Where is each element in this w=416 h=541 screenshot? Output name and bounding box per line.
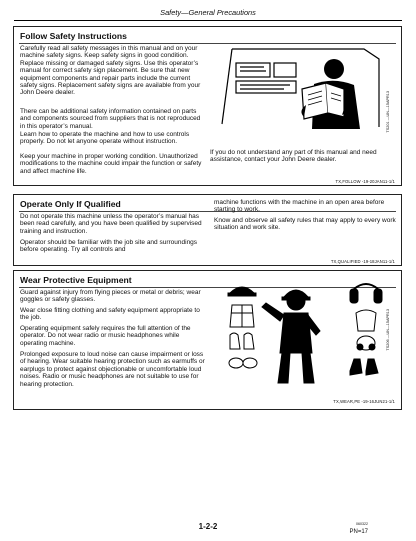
section-operate-only-if-qualified <box>13 194 402 266</box>
paragraph: Operator should be familiar with the job site and surroundings before operating. Try all controls and <box>20 239 198 254</box>
paragraph: Learn how to operate the machine and how to use controls properly. Do not let anyone operate without instruction. <box>20 131 190 146</box>
paragraph: Operating equipment safely requires the full attention of the operator. Do not wear radio or music headphones while operating machine. <box>20 325 191 347</box>
page-header-title: Safety—General Precautions <box>160 8 256 17</box>
section-title: Wear Protective Equipment <box>20 275 132 285</box>
pn-label: PN=17 <box>349 529 368 535</box>
page-number: 1-2-2 <box>198 522 218 531</box>
document-code: 060322 <box>356 522 368 526</box>
section-code: TX,QUALIFIED -19-18JAN11-1/1 <box>330 259 395 264</box>
section-wear-protective-equipment <box>13 270 402 410</box>
paragraph: If you do not understand any part of this manual and need assistance, contact your John Deere dealer. <box>210 149 377 164</box>
paragraph: Do not operate this machine unless the operator’s manual has been read carefully, and you have been qualified by supervised training and instruction. <box>20 213 202 235</box>
image-code: TS206 —UN—15APR13 <box>386 309 390 351</box>
section-follow-safety-instructions <box>13 26 402 186</box>
page-header <box>0 0 416 22</box>
image-code: TS201 —UN—15APR13 <box>386 91 390 133</box>
paragraph: Guard against injury from flying pieces or metal or debris; wear goggles or safety glasses. <box>20 289 201 304</box>
section-title: Operate Only If Qualified <box>20 199 121 209</box>
protective-equipment-illustration <box>216 279 386 389</box>
paragraph: Keep your machine in proper working condition. Unauthorized modifications to the machine could impair the function or safety and affect machine life. <box>20 153 202 175</box>
paragraph: Carefully read all safety messages in this manual and on your machine safety signs. Keep safety signs in good condition. Replace missing or damaged safety signs. Use this operator’s manual for correct safety sign placement. Be sure that new equipment components and repair parts include the current safety signs. Replacement safety signs are available from your John Deere dealer. <box>20 45 201 97</box>
operator-reading-manual-illustration <box>214 39 384 134</box>
paragraph: There can be additional safety information contained on parts and components sourced from suppliers that is not reproduced in this operator’s manual. <box>20 108 201 130</box>
paragraph: machine functions with the machine in an open area before starting to work. <box>214 199 385 214</box>
paragraph: Prolonged exposure to loud noise can cause impairment or loss of hearing. Wear suitable hearing protection such as earmuffs or earplugs to protect against objectionable or uncomfortable loud noises. Radio or music headphones are not suitable to use for hearing protection. <box>20 351 205 388</box>
paragraph: Wear close fitting clothing and safety equipment appropriate to the job. <box>20 307 200 322</box>
header-divider <box>14 20 402 21</box>
section-title: Follow Safety Instructions <box>20 31 127 41</box>
section-code: TX,FOLLOW -19-20JAN11-1/1 <box>335 179 395 184</box>
paragraph: Know and observe all safety rules that may apply to every work situation and work site. <box>214 217 396 232</box>
section-code: TX,WEAR,PE -19-16JUN21-1/1 <box>333 399 395 404</box>
